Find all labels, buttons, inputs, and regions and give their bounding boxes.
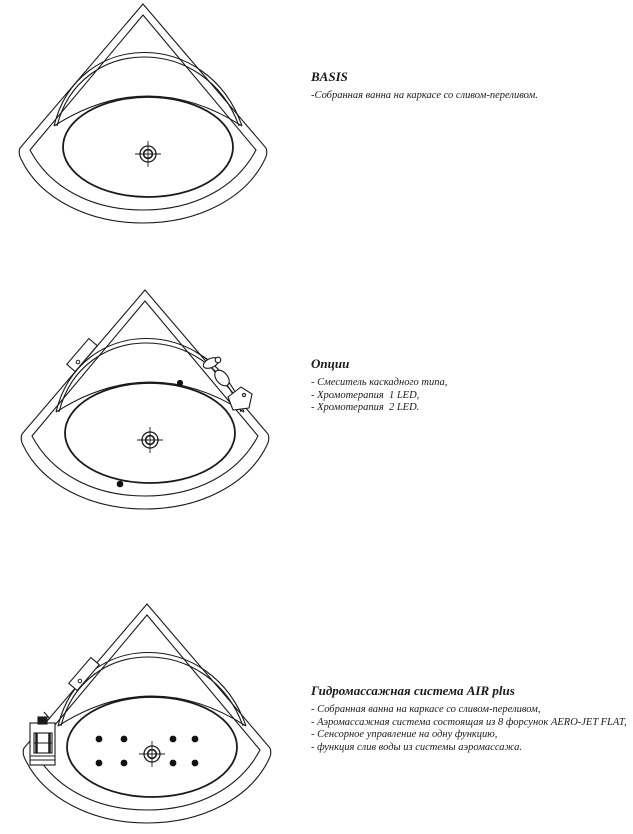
section-heading: BASIS xyxy=(311,69,348,84)
section-basis-text xyxy=(311,70,621,103)
bathtub-diagram-basis xyxy=(12,2,272,226)
feature-line: - Собранная ванна на каркасе со сливом-переливом, xyxy=(311,704,541,715)
section-heading: Гидромассажная система AIR plus xyxy=(311,683,515,698)
section-options-text xyxy=(311,357,621,415)
bathtub-diagram-options xyxy=(14,288,274,512)
section-airplus-text xyxy=(311,683,627,754)
aero-jet-dot-icon xyxy=(96,736,199,767)
feature-line: - Сенсорное управление на одну функцию, xyxy=(311,729,498,740)
feature-line: - Смеситель каскадного типа, xyxy=(311,377,448,388)
air-pump-icon xyxy=(30,712,55,765)
cascade-mixer-icon xyxy=(196,352,252,410)
section-heading: Опции xyxy=(311,356,350,371)
feature-line: - Хромотерапия 2 LED. xyxy=(311,402,420,413)
bathtub-diagram-airplus xyxy=(16,602,276,826)
feature-line: -Собранная ванна на каркасе со сливом-переливом. xyxy=(311,90,538,101)
feature-line: - Аэромассажная система состоящая из 8 форсунок AERO-JET FLAT, xyxy=(311,716,627,728)
feature-line: - Хромотерапия 1 LED, xyxy=(311,389,420,401)
feature-line: - функция слив воды из системы аэромассажа. xyxy=(311,741,522,753)
